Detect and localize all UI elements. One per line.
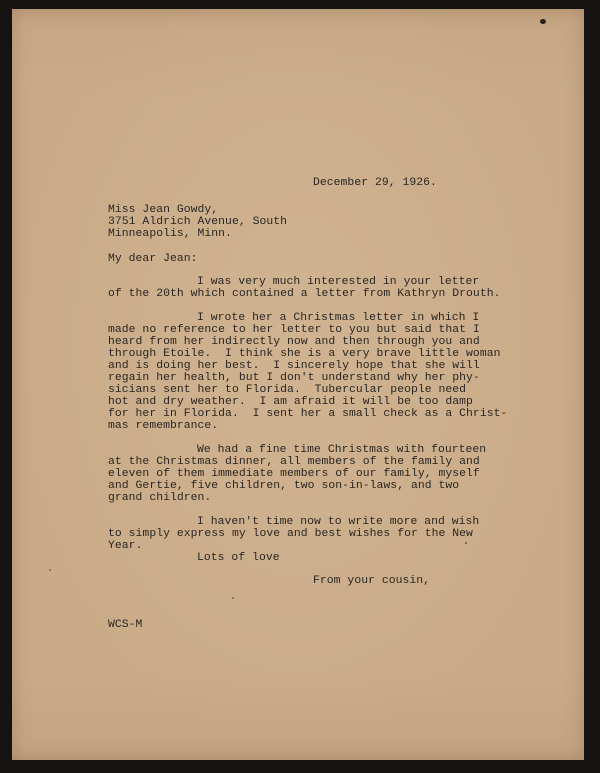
- body-line: and is doing her best. I sincerely hope that she will: [108, 360, 480, 372]
- ink-speck: [540, 19, 546, 24]
- body-line: heard from her indirectly now and then through you and: [108, 336, 480, 348]
- body-line: regain her health, but I don't understand why her phy-: [108, 372, 480, 384]
- recipient-name: Miss Jean Gowdy,: [108, 204, 219, 216]
- body-line: grand children.: [108, 492, 212, 504]
- body-line: at the Christmas dinner, all members of the family and: [108, 456, 480, 468]
- ink-speck: [232, 597, 234, 599]
- body-line: and Gertie, five children, two son-in-laws, and two: [108, 480, 460, 492]
- body-line: I wrote her a Christmas letter in which I: [197, 312, 480, 324]
- body-line: We had a fine time Christmas with fourteen: [197, 444, 487, 456]
- ink-speck: [465, 542, 467, 544]
- body-line: through Etoile. I think she is a very brave little woman: [108, 348, 501, 360]
- ink-speck: [49, 569, 51, 571]
- letter-page: [12, 9, 584, 760]
- body-line: made no reference to her letter to you but said that I: [108, 324, 480, 336]
- reference-initials: WCS-M: [108, 619, 143, 631]
- body-line: Year.: [108, 540, 143, 552]
- body-line: I haven't time now to write more and wish: [197, 516, 480, 528]
- body-line: of the 20th which contained a letter from Kathryn Drouth.: [108, 288, 501, 300]
- body-line: to simply express my love and best wishes for the New: [108, 528, 473, 540]
- body-line: I was very much interested in your letter: [197, 276, 480, 288]
- body-line: hot and dry weather. I am afraid it will be too damp: [108, 396, 473, 408]
- body-line: eleven of them immediate members of our family, myself: [108, 468, 480, 480]
- recipient-city: Minneapolis, Minn.: [108, 228, 232, 240]
- body-line: for her in Florida. I sent her a small check as a Christ-: [108, 408, 508, 420]
- recipient-street: 3751 Aldrich Avenue, South: [108, 216, 288, 228]
- letter-date: December 29, 1926.: [313, 177, 437, 189]
- signature-line: From your cousin,: [313, 575, 431, 587]
- body-line: mas remembrance.: [108, 420, 219, 432]
- salutation: My dear Jean:: [108, 253, 198, 265]
- closing: Lots of love: [197, 552, 280, 564]
- body-line: sicians sent her to Florida. Tubercular people need: [108, 384, 467, 396]
